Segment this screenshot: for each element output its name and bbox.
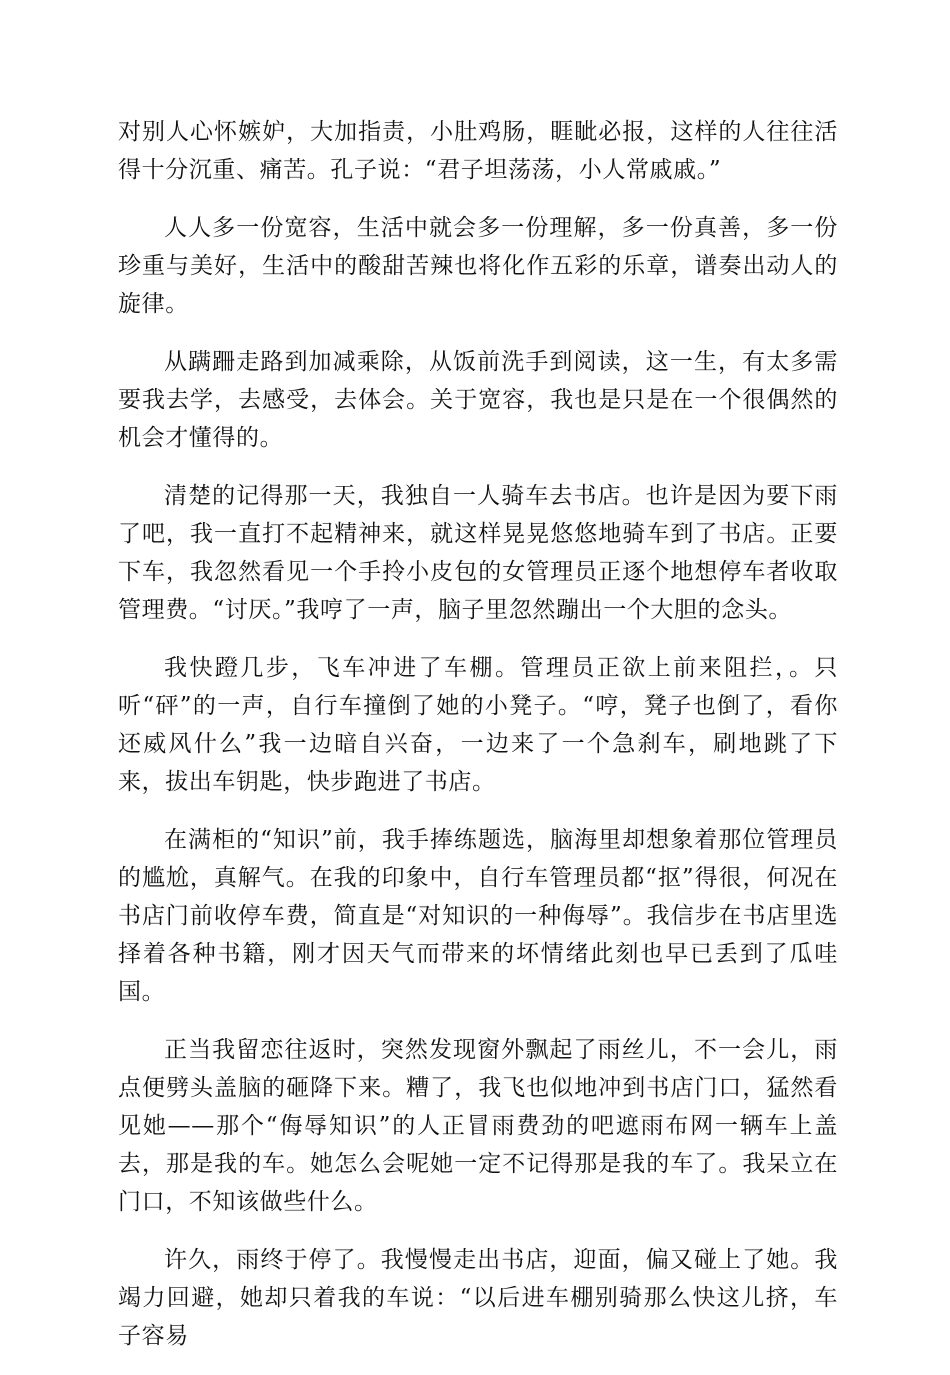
paragraph-8: 许久，雨终于停了。我慢慢走出书店，迎面，偏又碰上了她。我竭力回避，她却只着我的车说：“以后进车棚别骑那么快这儿挤，车子容易: [118, 1247, 838, 1349]
paragraph-1: 对别人心怀嫉妒，大加指责，小肚鸡肠，睚眦必报，这样的人往往活得十分沉重、痛苦。孔子说：“君子坦荡荡，小人常戚戚。”: [118, 119, 838, 183]
paragraph-5: 我快蹬几步，飞车冲进了车棚。管理员正欲上前来阻拦，。只听“砰”的一声，自行车撞倒了她的小凳子。“哼，凳子也倒了，看你还威风什么”我一边暗自兴奋，一边来了一个急刹车，刷地跳了下来，拔出车钥匙，快步跑进了书店。: [118, 655, 838, 795]
paragraph-3: 从蹒跚走路到加减乘除，从饭前洗手到阅读，这一生，有太多需要我去学，去感受，去体会。关于宽容，我也是只是在一个很偶然的机会才懂得的。: [118, 349, 838, 451]
document-page: [118, 113, 838, 1375]
paragraph-7: 正当我留恋往返时，突然发现窗外飘起了雨丝儿，不一会儿，雨点便劈头盖脑的砸降下来。糟了，我飞也似地冲到书店门口，猛然看见她——那个“侮辱知识”的人正冒雨费劲的吧遮雨布网一辆车上盖去，那是我的车。她怎么会呢她一定不记得那是我的车了。我呆立在门口，不知该做些什么。: [118, 1037, 838, 1215]
paragraph-2: 人人多一份宽容，生活中就会多一份理解，多一份真善，多一份珍重与美好，生活中的酸甜苦辣也将化作五彩的乐章，谱奏出动人的旋律。: [118, 215, 838, 317]
paragraph-4: 清楚的记得那一天，我独自一人骑车去书店。也许是因为要下雨了吧，我一直打不起精神来，就这样晃晃悠悠地骑车到了书店。正要下车，我忽然看见一个手拎小皮包的女管理员正逐个地想停车者收取管理费。“讨厌。”我哼了一声，脑子里忽然蹦出一个大胆的念头。: [118, 483, 838, 623]
paragraph-6: 在满柜的“知识”前，我手捧练题选，脑海里却想象着那位管理员的尴尬，真解气。在我的印象中，自行车管理员都“抠”得很，何况在书店门前收停车费，简直是“对知识的一种侮辱”。我信步在书店里选择着各种书籍，刚才因天气而带来的坏情绪此刻也早已丢到了瓜哇国。: [118, 827, 838, 1005]
